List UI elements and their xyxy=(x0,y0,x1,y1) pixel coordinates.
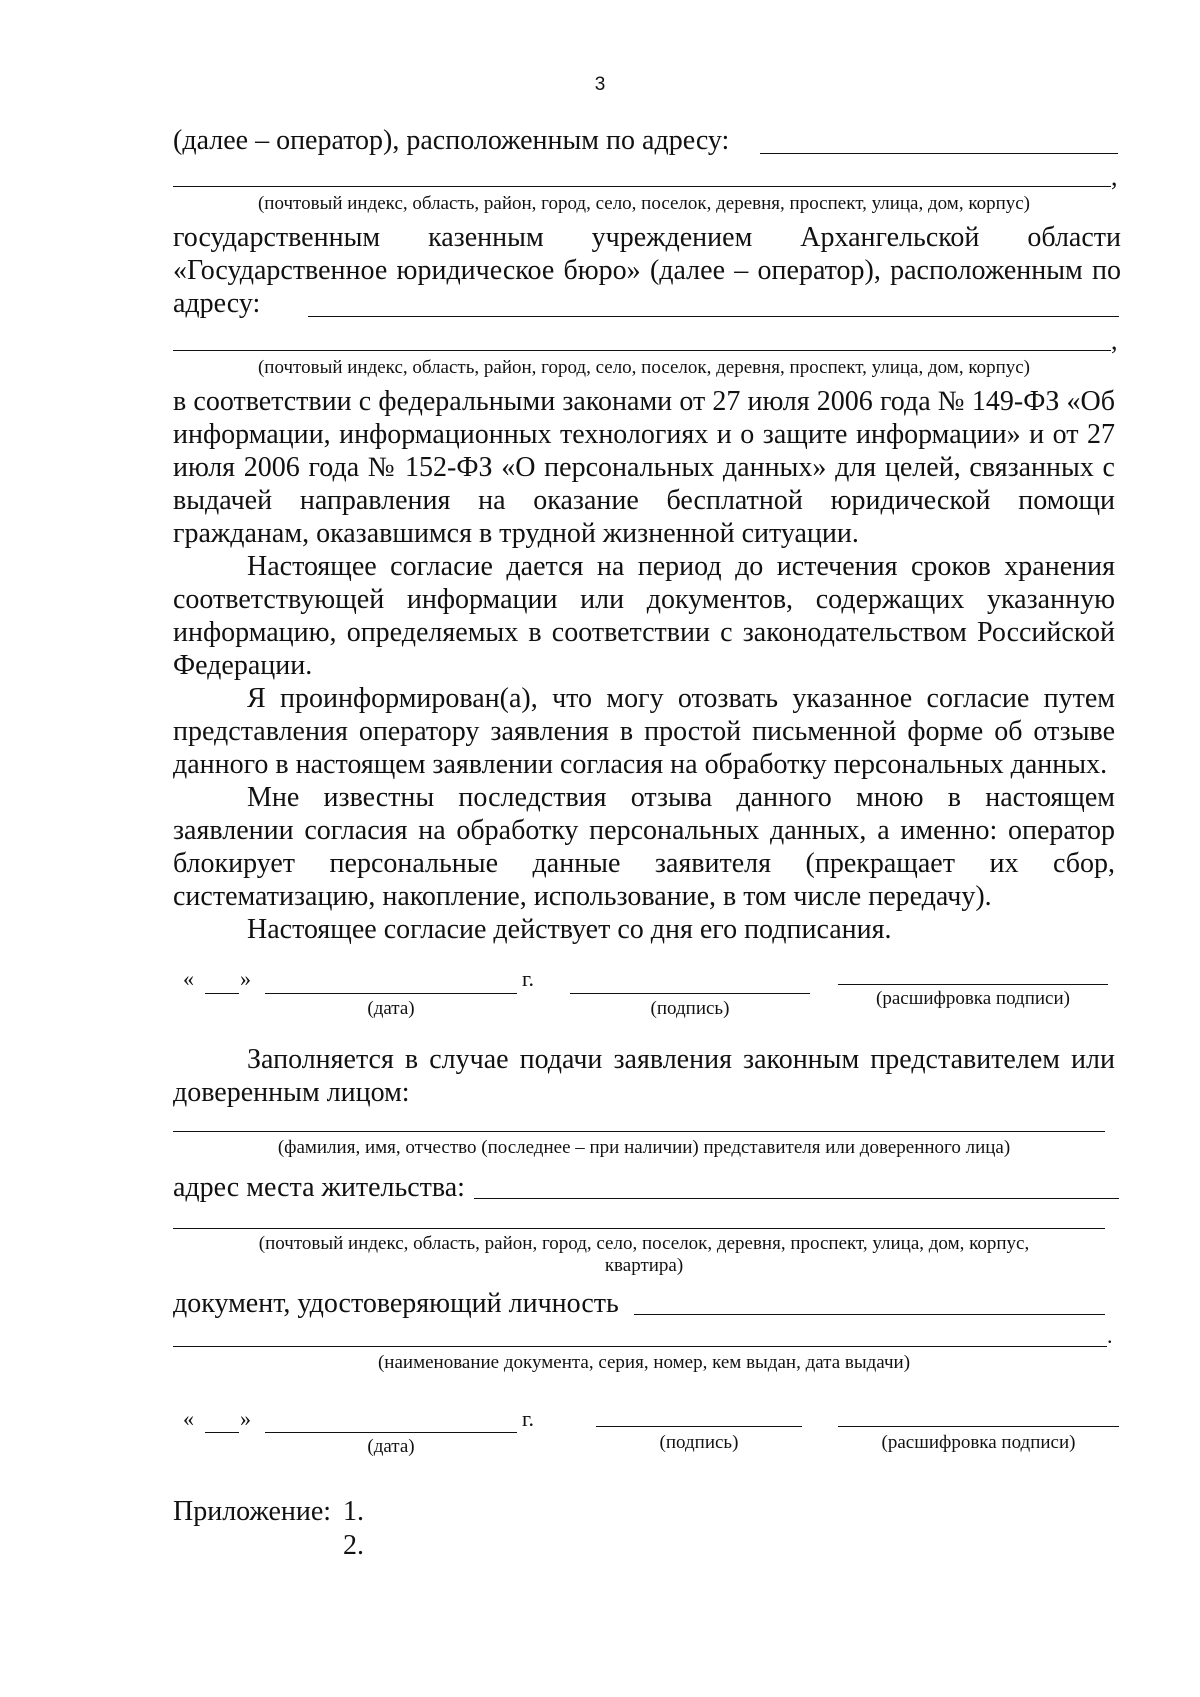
laws-paragraph: в соответствии с федеральными законами от 27 июля 2006 года № 149-ФЗ «Об информации, информационных технологиях и о защите информации» и от 27 июля 2006 года № 152-ФЗ «О персональных данных» для целей, связанных с выдачей направления на оказание бесплатной юридической помощи гражданам, оказавшимся в трудной жизненной ситуации. xyxy=(173,386,1115,549)
operator-one-comma: , xyxy=(1111,162,1118,191)
sig1-date-caption: (дата) xyxy=(367,998,415,1019)
sig1-quote-open: « xyxy=(183,966,194,991)
operator-two-text: государственным казенным учреждением Архангельской области «Государственное юридическое бюро» (далее – оператор), расположенным по адресу: xyxy=(173,222,1121,319)
period-paragraph: Настоящее согласие дается на период до истечения сроков хранения соответствующей информации или документов, содержащих указанную информацию, определяемых в соответствии с законодательством Российской Федерации. xyxy=(173,551,1115,681)
representative-address-caption-1: (почтовый индекс, область, район, город, село, поселок, деревня, проспект, улица, дом, корпус, xyxy=(258,1233,1030,1254)
sig2-signature-caption: (подпись) xyxy=(659,1432,739,1453)
operator-one-address-caption: (почтовый индекс, область, район, город, село, поселок, деревня, проспект, улица, дом, корпус) xyxy=(257,193,1031,214)
representative-name-caption: (фамилия, имя, отчество (последнее – при наличии) представителя или доверенного лица) xyxy=(277,1137,1011,1158)
sig2-decode-caption: (расшифровка подписи) xyxy=(881,1432,1076,1453)
sig1-date-line[interactable] xyxy=(265,993,517,994)
sig2-decode-line[interactable] xyxy=(838,1426,1119,1427)
operator-one-address-line-2[interactable] xyxy=(173,186,1111,187)
representative-address-caption-2: квартира) xyxy=(604,1255,684,1276)
representative-document-line-2[interactable] xyxy=(173,1346,1107,1347)
representative-address-line-2[interactable] xyxy=(173,1228,1105,1229)
operator-two-address-caption: (почтовый индекс, область, район, город, село, поселок, деревня, проспект, улица, дом, корпус) xyxy=(257,357,1031,378)
operator-two-comma: , xyxy=(1111,326,1118,355)
representative-document-caption: (наименование документа, серия, номер, кем выдан, дата выдачи) xyxy=(377,1352,911,1373)
sig2-year-mark: г. xyxy=(522,1406,535,1431)
representative-address-line-1[interactable] xyxy=(474,1198,1119,1199)
operator-two-address-line-2[interactable] xyxy=(173,350,1111,351)
operator-one-prefix: (далее – оператор), расположенным по адресу: xyxy=(173,125,730,156)
sig2-date-caption: (дата) xyxy=(367,1436,415,1457)
appendix-label: Приложение: xyxy=(173,1496,332,1527)
sig2-quote-open: « xyxy=(183,1406,194,1431)
sig1-year-mark: г. xyxy=(522,966,535,991)
representative-document-label: документ, удостоверяющий личность xyxy=(173,1288,619,1319)
revoke-paragraph: Я проинформирован(а), что могу отозвать указанное согласие путем представления оператору заявления в простой письменной форме об отзыве данного в настоящем заявлении согласия на обработку персональных данных. xyxy=(173,683,1115,780)
consequences-paragraph: Мне известны последствия отзыва данного мною в настоящем заявлении согласия на обработку персональных данных, а именно: оператор блокирует персональные данные заявителя (прекращает их сбор, систематизацию, накопление, использование, в том числе передачу). xyxy=(173,782,1115,912)
representative-intro: Заполняется в случае подачи заявления законным представителем или доверенным лицом: xyxy=(173,1044,1115,1108)
page-number: 3 xyxy=(594,74,606,95)
sig1-decode-line[interactable] xyxy=(838,984,1108,985)
sig2-date-line[interactable] xyxy=(265,1432,517,1433)
operator-two-address-line-1[interactable] xyxy=(308,316,1119,317)
representative-document-period: . xyxy=(1107,1323,1113,1348)
sig2-quote-close: » xyxy=(240,1406,251,1431)
sig1-decode-caption: (расшифровка подписи) xyxy=(876,988,1070,1009)
sig1-day-line[interactable] xyxy=(205,993,239,994)
sig1-quote-close: » xyxy=(240,966,251,991)
representative-document-line-1[interactable] xyxy=(634,1314,1105,1315)
sig1-signature-line[interactable] xyxy=(570,993,810,994)
appendix-item-1: 1. xyxy=(343,1496,364,1527)
representative-name-line[interactable] xyxy=(173,1131,1105,1132)
effective-paragraph: Настоящее согласие действует со дня его подписания. xyxy=(247,914,892,945)
sig2-day-line[interactable] xyxy=(205,1432,239,1433)
sig1-signature-caption: (подпись) xyxy=(650,998,730,1019)
representative-address-label: адрес места жительства: xyxy=(173,1172,465,1203)
appendix-item-2: 2. xyxy=(343,1530,364,1561)
operator-one-address-line-1[interactable] xyxy=(760,153,1118,154)
sig2-signature-line[interactable] xyxy=(596,1426,802,1427)
